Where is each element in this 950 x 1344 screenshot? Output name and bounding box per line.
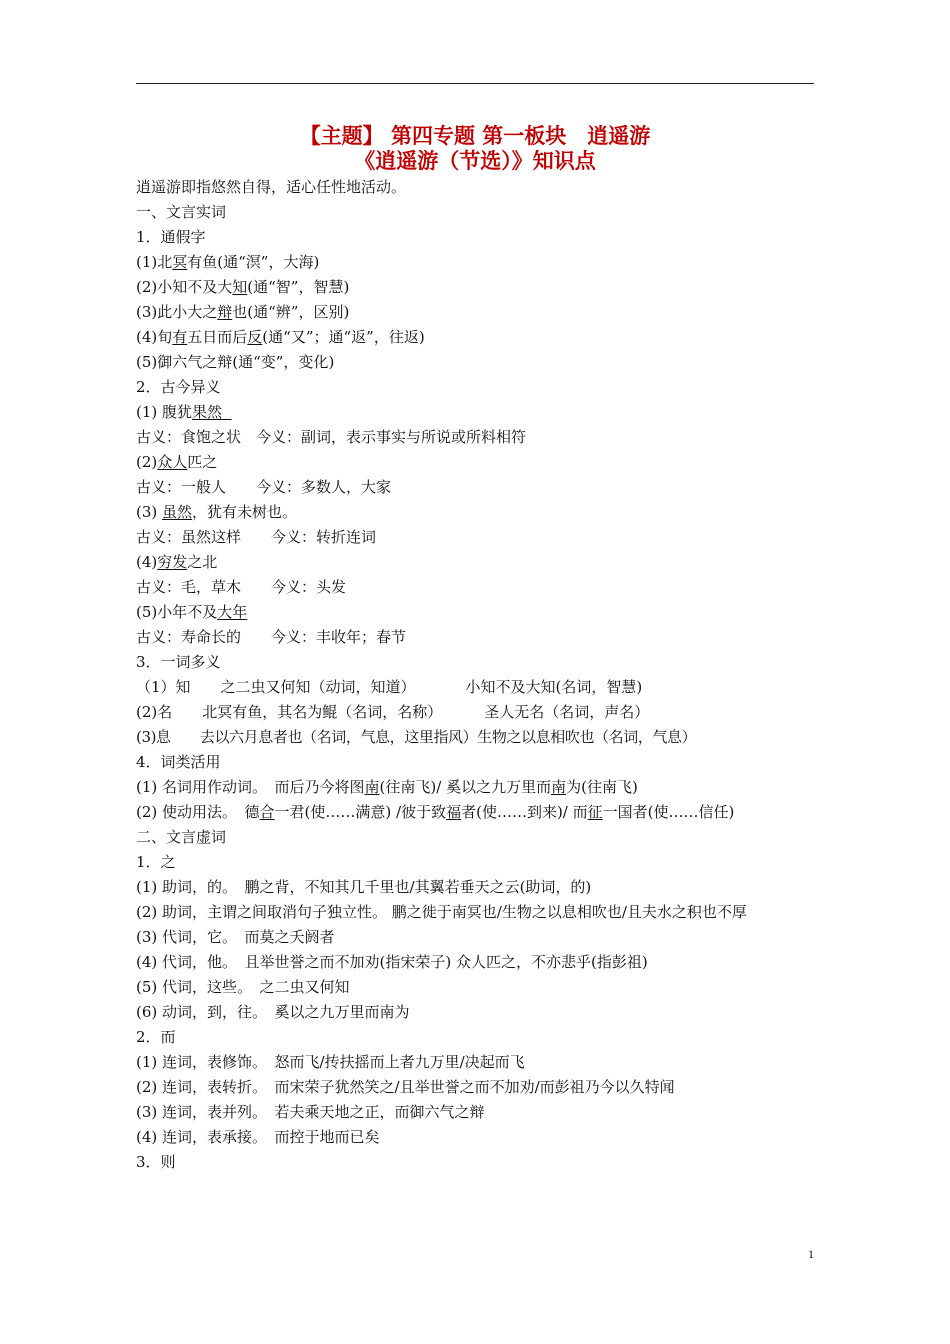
underlined-word: 南: [364, 778, 380, 796]
list-item: (3) 代词，它。 而莫之夭阏者: [136, 928, 335, 946]
underlined-word: 南: [551, 778, 567, 796]
list-item: (6) 动词，到，往。 奚以之九万里而南为: [136, 1003, 410, 1021]
subsection-heading: 1．之: [136, 853, 176, 871]
list-item: (2) 使动用法。 德合一君(使……满意) /彼于致福者(使……到来)/ 而征一国者(使……信任): [136, 803, 735, 821]
underlined-word: 福: [446, 803, 462, 821]
underlined-word: 大年: [217, 603, 248, 621]
underlined-word: 知: [232, 278, 248, 296]
list-item: (2)名 北冥有鱼，其名为鲲（名词，名称） 圣人无名（名词，声名）: [136, 703, 650, 721]
meaning-line: 古义：虽然这样 今义：转折连词: [136, 528, 377, 546]
document-title: 【主题】 第四专题 第一板块 逍遥游: [299, 124, 651, 148]
intro-text: 逍遥游即指悠然自得，适心任性地活动。: [136, 178, 407, 196]
document-body: [136, 175, 816, 1175]
subsection-heading: 2．而: [136, 1028, 176, 1046]
underlined-word: 众人: [157, 453, 188, 471]
underlined-word: 虽然: [162, 503, 193, 521]
underlined-word: 冥: [172, 253, 188, 271]
page-number: 1: [808, 1247, 814, 1261]
list-item: (4)穷发之北: [136, 553, 218, 571]
list-item: (4) 代词，他。 且举世誉之而不加劝(指宋荣子) 众人匹之，不亦悲乎(指彭祖): [136, 953, 648, 971]
subsection-heading: 3．一词多义: [136, 653, 221, 671]
section-heading: 二、文言虚词: [136, 828, 227, 846]
list-item: (2)小知不及大知(通“智”，智慧): [136, 278, 350, 296]
list-item: (1) 连词，表修饰。 怒而飞/抟扶摇而上者九万里/决起而飞: [136, 1053, 525, 1071]
underlined-word: 有: [172, 328, 188, 346]
meaning-line: 古义：食饱之状 今义：副词，表示事实与所说或所料相符: [136, 428, 527, 446]
underlined-word: 果然: [192, 403, 232, 421]
subsection-heading: 3．则: [136, 1153, 176, 1171]
list-item: (1)北冥有鱼(通“溟”，大海): [136, 253, 320, 271]
list-item: (4) 连词，表承接。 而控于地而已矣: [136, 1128, 380, 1146]
underlined-word: 征: [587, 803, 603, 821]
list-item: (4)旬有五日而后反(通“又”；通“返”，往返): [136, 328, 425, 346]
list-item: (3) 虽然，犹有未树也。: [136, 503, 298, 521]
header-rule: [136, 83, 814, 84]
meaning-line: 古义：一般人 今义：多数人，大家: [136, 478, 392, 496]
list-item: (5)御六气之辩(通“变”，变化): [136, 353, 335, 371]
underlined-word: 辩: [217, 303, 233, 321]
subsection-heading: 2．古今异义: [136, 378, 221, 396]
list-item: (3)此小大之辩也(通“辨”，区别): [136, 303, 350, 321]
list-item: (1) 腹犹果然: [136, 403, 232, 421]
list-item: (2) 连词，表转折。 而宋荣子犹然笑之/且举世誉之而不加劝/而彭祖乃今以久特闻: [136, 1078, 675, 1096]
list-item: （1）知 之二虫又何知（动词，知道） 小知不及大知(名词，智慧): [136, 678, 643, 696]
list-item: (3)息 去以六月息者也（名词，气息，这里指风）生物之以息相吹也（名词，气息）: [136, 728, 697, 746]
meaning-line: 古义：寿命长的 今义：丰收年；春节: [136, 628, 407, 646]
list-item: (5) 代词，这些。 之二虫又何知: [136, 978, 350, 996]
section-heading: 一、文言实词: [136, 203, 227, 221]
document-subtitle: 《逍遥游（节选）》知识点: [354, 149, 596, 173]
meaning-line: 古义：毛，草木 今义：头发: [136, 578, 347, 596]
list-item: (3) 连词，表并列。 若夫乘天地之正，而御六气之辩: [136, 1103, 485, 1121]
underlined-word: 合: [259, 803, 275, 821]
list-item: (1) 名词用作动词。 而后乃今将图南(往南飞)/ 奚以之九万里而南为(往南飞): [136, 778, 638, 796]
list-item: (2) 助词，主谓之间取消句子独立性。 鹏之徙于南冥也/生物之以息相吹也/且夫水之积也不厚: [136, 903, 747, 921]
underlined-word: 穷发: [157, 553, 188, 571]
list-item: (1) 助词，的。 鹏之背，不知其几千里也/其翼若垂天之云(助词，的): [136, 878, 592, 896]
list-item: (2)众人匹之: [136, 453, 218, 471]
subsection-heading: 4．词类活用: [136, 753, 221, 771]
list-item: (5)小年不及大年: [136, 603, 248, 621]
underlined-word: 反: [247, 328, 263, 346]
subsection-heading: 1．通假字: [136, 228, 206, 246]
